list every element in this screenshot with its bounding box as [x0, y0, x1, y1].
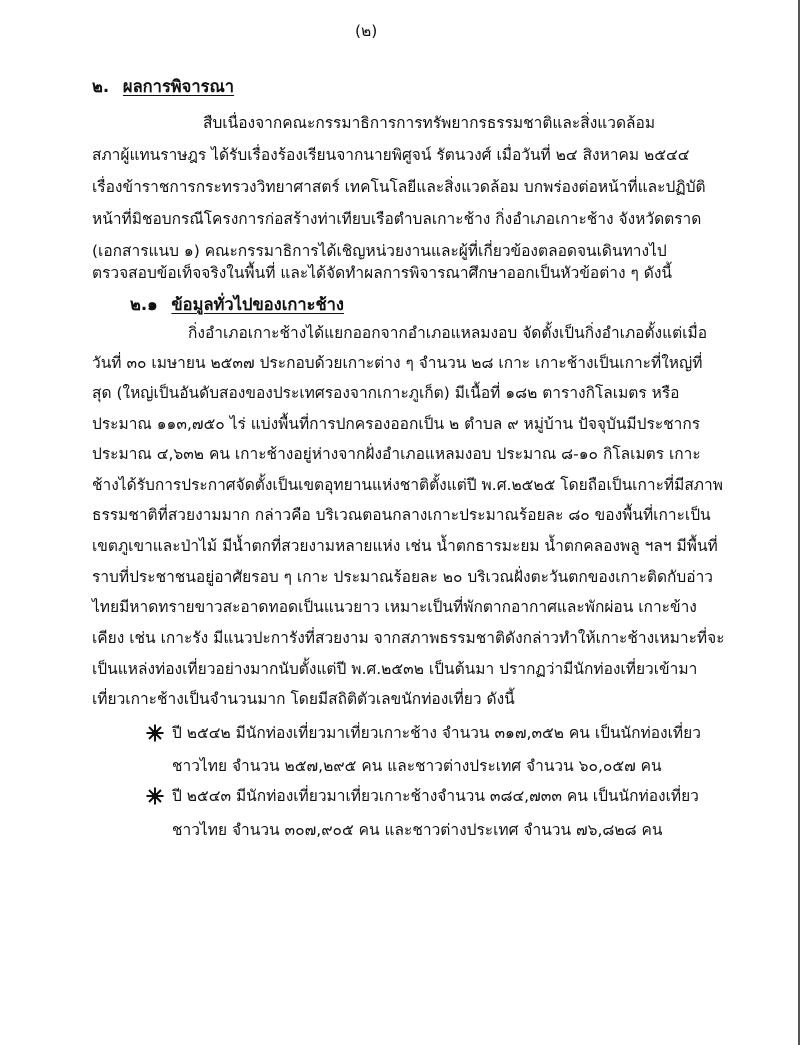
body-line: เคียง เช่น เกาะรัง มีแนวปะการังที่สวยงาม จากสภาพธรรมชาติดังกล่าวทำให้เกาะช้างเหมาะที่จะ — [92, 629, 725, 647]
intro-line: ตรวจสอบข้อเท็จจริงในพื้นที่ และได้จัดทำผลการพิจารณาศึกษาออกเป็นหัวข้อต่าง ๆ ดังนี้ — [92, 264, 672, 282]
body-line: กิ่งอำเภอเกาะช้างได้แยกออกจากอำเภอแหลมงอบ จัดตั้งเป็นกิ่งอำเภอตั้งแต่เมื่อ — [188, 324, 708, 342]
intro-line: สภาผู้แทนราษฎร ได้รับเรื่องร้องเรียนจากนายพิศูจน์ รัตนวงศ์ เมื่อวันที่ ๒๔ สิงหาคม ๒๕๔๔ — [92, 146, 690, 164]
body-line: ประมาณ ๔,๖๓๒ คน เกาะช้างอยู่ห่างจากฝั่งอำเภอแหลมงอบ ประมาณ ๘-๑๐ กิโลเมตร เกาะ — [92, 445, 701, 463]
stat-line: ปี ๒๕๔๓ มีนักท่องเที่ยวมาเที่ยวเกาะช้างจำนวน ๓๘๔,๗๓๓ คน เป็นนักท่องเที่ยว — [172, 787, 699, 805]
asterisk-bullet-icon — [146, 724, 164, 742]
body-line: สุด (ใหญ่เป็นอันดับสองของประเทศรองจากเกาะภูเก็ต) มีเนื้อที่ ๑๘๒ ตารางกิโลเมตร หรือ — [92, 384, 680, 402]
section-heading-title: ผลการพิจารณา — [122, 77, 235, 96]
intro-line: (เอกสารแนบ ๑) คณะกรรมาธิการได้เชิญหน่วยงานและผู้ที่เกี่ยวข้องตลอดจนเดินทางไป — [92, 242, 667, 260]
subsection-heading-number: ๒.๑ — [130, 295, 158, 314]
page-number: (๒) — [355, 22, 378, 40]
subsection-heading — [130, 294, 344, 316]
body-line: ประมาณ ๑๑๓,๗๕๐ ไร่ แบ่งพื้นที่การปกครองออกเป็น ๒ ตำบล ๙ หมู่บ้าน ปัจจุบันมีประชากร — [92, 415, 701, 433]
asterisk-bullet-icon — [146, 787, 164, 805]
subsection-heading-title: ข้อมูลทั่วไปของเกาะช้าง — [171, 295, 344, 314]
body-line: วันที่ ๓๐ เมษายน ๒๕๓๗ ประกอบด้วยเกาะต่าง ๆ จำนวน ๒๘ เกาะ เกาะช้างเป็นเกาะที่ใหญ่ที่ — [92, 354, 703, 372]
body-line: ช้างได้รับการประกาศจัดตั้งเป็นเขตอุทยานแห่งชาติตั้งแต่ปี พ.ศ.๒๕๒๕ โดยถือเป็นเกาะที่มีสภาพ — [92, 476, 723, 494]
body-line: ธรรมชาติที่สวยงามมาก กล่าวคือ บริเวณตอนกลางเกาะประมาณร้อยละ ๘๐ ของพื้นที่เกาะเป็น — [92, 506, 711, 524]
intro-line: เรื่องข้าราชการกระทรวงวิทยาศาสตร์ เทคโนโลยีและสิ่งแวดล้อม บกพร่องต่อหน้าที่และปฏิบัติ — [92, 178, 706, 196]
stat-line: ชาวไทย จำนวน ๒๕๗,๒๙๕ คน และชาวต่างประเทศ จำนวน ๖๐,๐๕๗ คน — [172, 757, 662, 775]
stat-line: ปี ๒๕๔๒ มีนักท่องเที่ยวมาเที่ยวเกาะช้าง จำนวน ๓๑๗,๓๕๒ คน เป็นนักท่องเที่ยว — [172, 724, 701, 742]
body-line: เป็นแหล่งท่องเที่ยวอย่างมากนับตั้งแต่ปี พ.ศ.๒๕๓๒ เป็นต้นมา ปรากฏว่ามีนักท่องเที่ยวเข้ามา — [92, 660, 698, 678]
section-heading — [92, 76, 234, 98]
body-line: เที่ยวเกาะช้างเป็นจำนวนมาก โดยมีสถิติตัวเลขนักท่องเที่ยว ดังนี้ — [92, 690, 515, 708]
intro-line: หน้าที่มิชอบกรณีโครงการก่อสร้างท่าเทียบเรือตำบลเกาะช้าง กิ่งอำเภอเกาะช้าง จังหวัดตราด — [92, 210, 702, 228]
intro-line: สืบเนื่องจากคณะกรรมาธิการการทรัพยากรธรรมชาติและสิ่งแวดล้อม — [203, 114, 656, 132]
body-line: เขตภูเขาและป่าไม้ มีน้ำตกที่สวยงามหลายแห่ง เช่น น้ำตกธารมะยม น้ำตกคลองพลู ฯลฯ มีพื้นที่ — [92, 537, 718, 555]
body-line: ราบที่ประชาชนอยู่อาศัยรอบ ๆ เกาะ ประมาณร้อยละ ๒๐ บริเวณฝั่งตะวันตกของเกาะติดกับอ่าว — [92, 568, 713, 586]
body-line: ไทยมีหาดทรายขาวสะอาดทอดเป็นแนวยาว เหมาะเป็นที่พักตากอากาศและพักผ่อน เกาะข้าง — [92, 598, 697, 616]
stat-line: ชาวไทย จำนวน ๓๐๗,๙๐๕ คน และชาวต่างประเทศ จำนวน ๗๖,๘๒๘ คน — [172, 821, 663, 839]
section-heading-number: ๒. — [92, 77, 110, 96]
